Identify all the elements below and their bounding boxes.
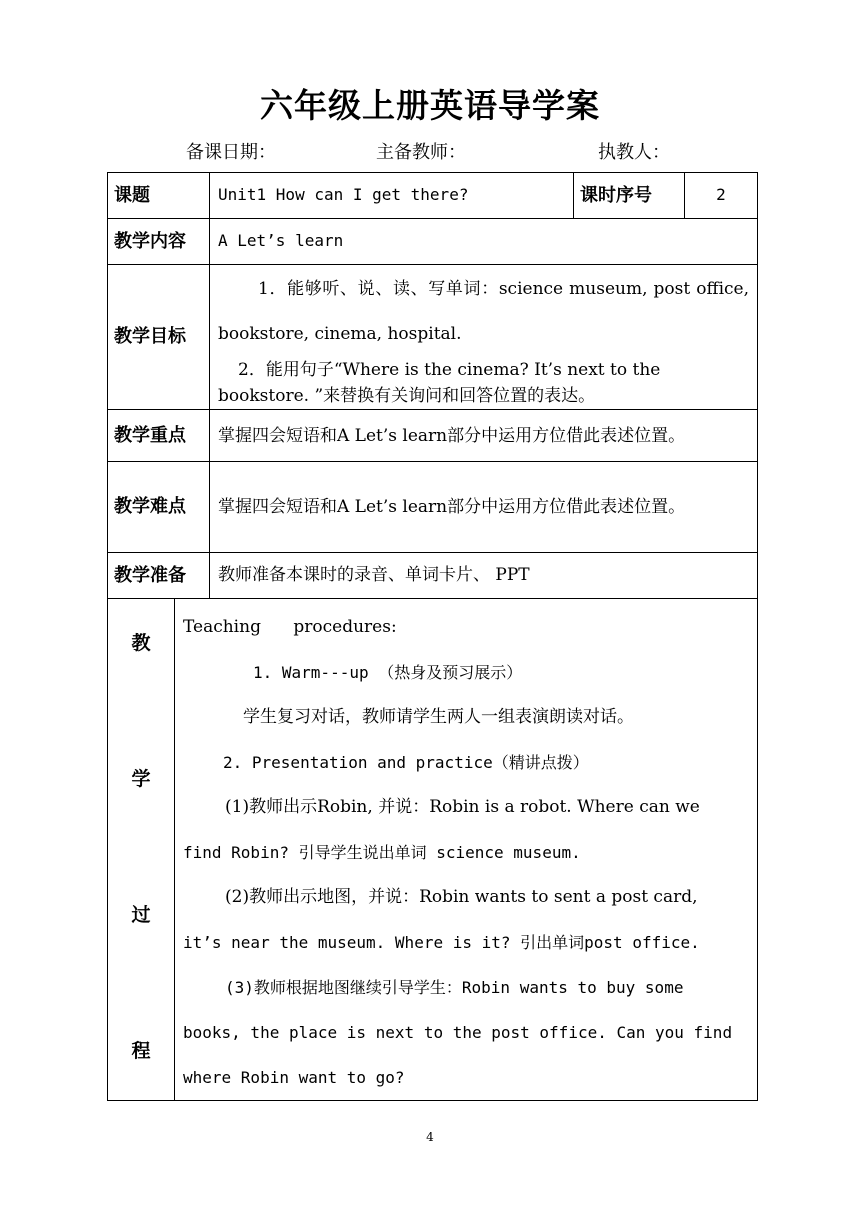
lesson-number-label: 课时序号 [574,173,685,219]
difficulty-label: 教学难点 [108,462,210,553]
process-line: where Robin want to go? [183,1068,405,1087]
process-content [175,599,758,1101]
prep-row [108,553,758,599]
goal-label: 教学目标 [108,265,210,410]
difficulty-value: 掌握四会短语和A Let’s learn部分中运用方位借此表述位置。 [210,462,758,553]
process-line: books, the place is next to the post office. Can you find [183,1023,733,1042]
prep-date-label: 备课日期： [186,142,276,163]
page-number: 4 [426,1130,434,1144]
goal-row [108,265,758,410]
topic-value: Unit1 How can I get there? [210,173,574,219]
prep-label: 教学准备 [108,553,210,599]
key-row [108,410,758,462]
process-line: (3)教师根据地图继续引导学生：Robin wants to buy some [225,978,684,997]
content-label: 教学内容 [108,219,210,265]
process-row [108,599,758,1101]
process-line: (2)教师出示地图，并说：Robin wants to sent a post card, [225,887,698,907]
process-line: (1)教师出示Robin, 并说：Robin is a robot. Where can we [225,797,700,817]
content-row [108,219,758,265]
main-teacher-label: 主备教师： [376,142,466,163]
process-line: 2. Presentation and practice（精讲点拨） [223,753,589,772]
process-line: it’s near the museum. Where is it? 引出单词post office. [183,933,700,952]
process-char-4: 程 [131,1040,151,1062]
topic-label: 课题 [108,173,210,219]
topic-row [108,173,758,219]
document-title: 六年级上册英语导学案 [260,86,600,125]
lesson-number-value: 2 [685,173,758,219]
executor-label: 执教人： [598,142,670,163]
goal-item-2: 2．能用句子“Where is the cinema? It’s next to the bookstore. ”来替换有关询问和回答位置的表达。 [218,360,661,406]
difficulty-row [108,462,758,553]
key-value: 掌握四会短语和A Let’s learn部分中运用方位借此表述位置。 [210,410,758,462]
process-line: find Robin? 引导学生说出单词 science museum. [183,843,581,862]
key-label: 教学重点 [108,410,210,462]
process-line: Teaching procedures: [183,617,397,637]
process-char-3: 过 [131,904,151,926]
lesson-plan-table [107,172,758,1101]
goal-item-1: 1．能够听、说、读、写单词：science museum, post office, bookstore, cinema, hospital. [218,279,749,344]
process-line: 学生复习对话，教师请学生两人一组表演朗读对话。 [243,707,634,727]
process-char-2: 学 [131,768,151,790]
process-label [108,599,175,1101]
prep-value: 教师准备本课时的录音、单词卡片、 PPT [210,553,758,599]
process-line: 1. Warm---up （热身及预习展示） [253,663,523,682]
content-value: A Let’s learn [210,219,758,265]
process-char-1: 教 [131,632,151,654]
